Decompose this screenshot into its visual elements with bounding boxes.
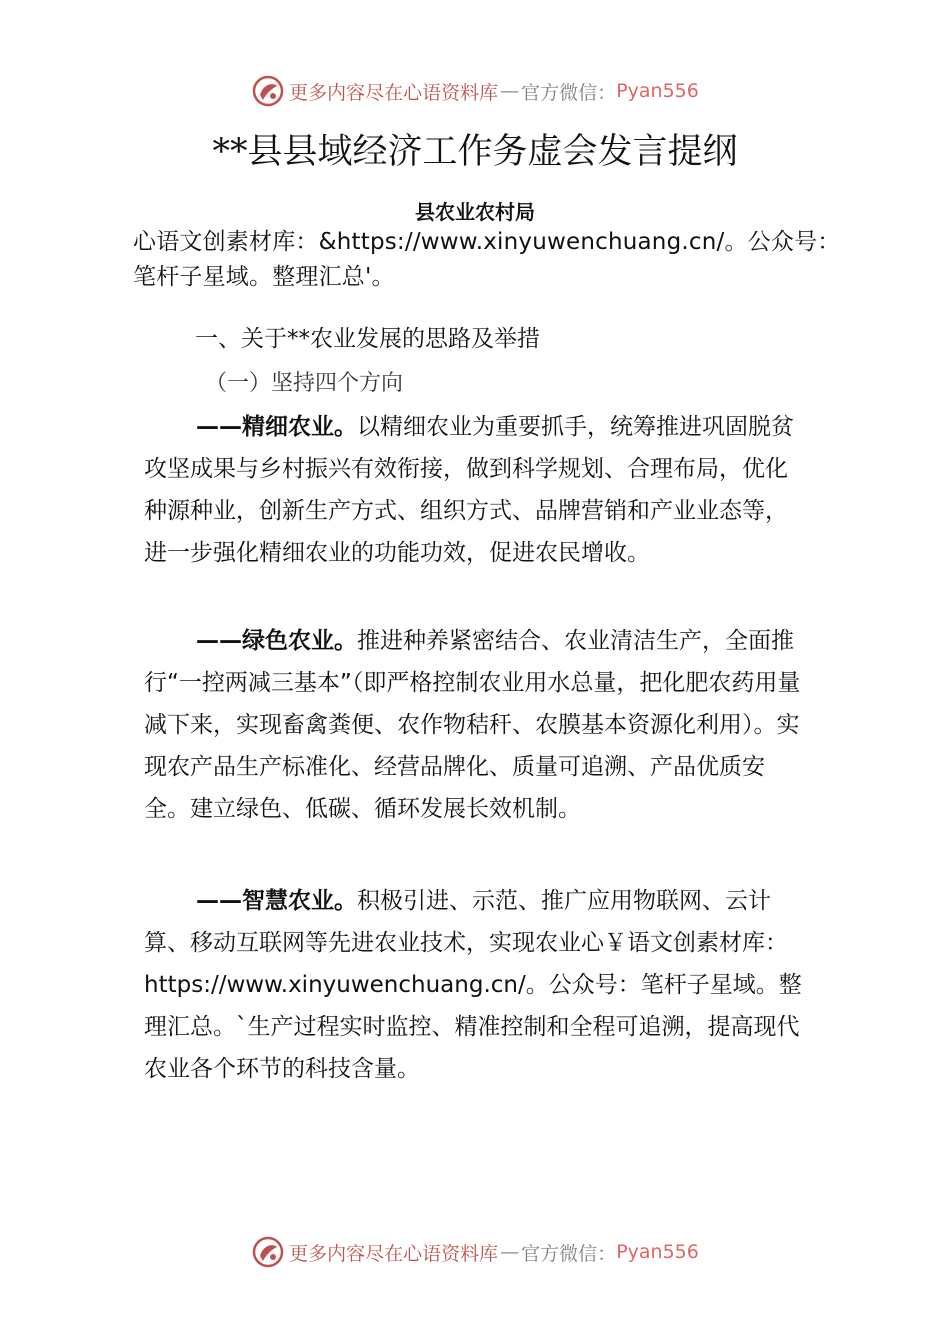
- organization-name: 县农业农村局: [415, 200, 535, 224]
- banner-promo-text: 更多内容尽在心语资料库: [289, 81, 499, 104]
- paragraph-lead: ——精细农业。: [196, 414, 357, 440]
- paragraph-green-agriculture: [144, 620, 810, 830]
- section-heading: 一、关于**农业发展的思路及举措: [195, 326, 540, 352]
- banner-promo-text: 更多内容尽在心语资料库: [289, 1242, 499, 1265]
- subsection-heading: （一）坚持四个方向: [205, 371, 404, 396]
- paragraph-lead: ——绿色农业。: [196, 628, 357, 654]
- paragraph-body: 积极引进、示范、推广应用物联网、云计算、移动互联网等先进农业技术，实现农业心￥语文创素材库：https://www.xinyuwenchuang.cn/。公众号：笔杆子星域。整理汇总。`生产过程实时监控、精准控制和全程可追溯，提高现代农业各个环节的科技含量。: [144, 888, 802, 1082]
- paragraph-fine-agriculture: [144, 406, 810, 574]
- header-banner[interactable]: [0, 74, 950, 108]
- banner-dash: —: [500, 80, 520, 102]
- banner-wechat-id: Pyan556: [616, 80, 699, 102]
- source-note: 心语文创素材库：&https://www.xinyuwenchuang.cn/。公众号：笔杆子星域。整理汇总'。: [133, 229, 841, 290]
- paragraph-body: 推进种养紧密结合、农业清洁生产，全面推行“一控两减三基本”（即严格控制农业用水总量，把化肥农药用量减下来，实现畜禽粪便、农作物秸秆、农膜基本资源化利用）。实现农产品生产标准化、经营品牌化、质量可追溯、产品优质安全。建立绿色、低碳、循环发展长效机制。: [144, 628, 801, 822]
- paragraph-lead: ——智慧农业。: [196, 888, 357, 914]
- banner-wechat-id: Pyan556: [616, 1241, 699, 1263]
- xinyu-logo-icon: [251, 1235, 285, 1269]
- paragraph-body: 以精细农业为重要抓手，统筹推进巩固脱贫攻坚成果与乡村振兴有效衔接，做到科学规划、合理布局，优化种源种业，创新生产方式、组织方式、品牌营销和产业业态等，进一步强化精细农业的功能功效，促进农民增收。: [144, 414, 794, 566]
- banner-official-label: 官方微信：: [521, 81, 617, 104]
- paragraph-smart-agriculture: [144, 880, 810, 1090]
- xinyu-logo-icon: [251, 74, 285, 108]
- footer-banner[interactable]: [0, 1235, 950, 1269]
- banner-official-label: 官方微信：: [521, 1242, 617, 1265]
- document-title: **县县域经济工作务虚会发言提纲: [212, 132, 738, 172]
- banner-dash: —: [500, 1241, 520, 1263]
